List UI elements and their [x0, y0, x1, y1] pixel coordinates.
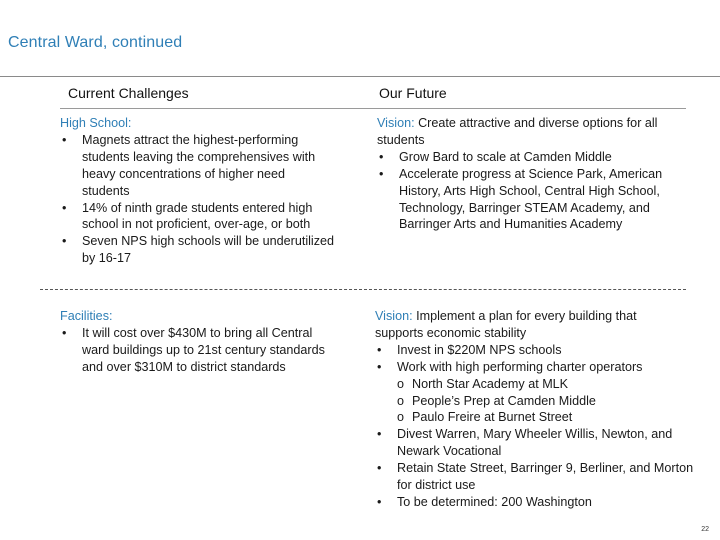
list-item	[375, 460, 697, 494]
facilities-section	[60, 308, 328, 376]
bullet-glyph: •	[62, 325, 67, 340]
bullet-glyph: •	[379, 149, 384, 164]
vision-section-1	[377, 115, 677, 233]
high-school-label: High School:	[60, 116, 132, 130]
bullet-glyph: •	[377, 342, 382, 357]
page-title: Central Ward, continued	[8, 34, 183, 51]
bullet-glyph: •	[62, 234, 67, 249]
header-divider	[60, 108, 686, 109]
facilities-bullet: It will cost over $430M to bring all Central ward buildings up to 21st century standards and over $310M to district standards	[82, 325, 325, 374]
our-future-header: Our Future	[379, 85, 447, 101]
vision-2-bullet: Divest Warren, Mary Wheeler Willis, Newton, and Newark Vocational	[397, 427, 673, 459]
vision-2-bullet: Invest in $220M NPS schools	[397, 342, 562, 357]
section-divider	[40, 289, 686, 290]
vision-1-statement	[377, 115, 677, 149]
vision-2-label: Vision:	[375, 309, 413, 323]
vision-1-label: Vision:	[377, 116, 415, 130]
list-item	[377, 149, 677, 166]
vision-2-text: Implement a plan for every building that supports economic stability	[375, 309, 637, 340]
bullet-glyph: •	[377, 427, 382, 442]
high-school-bullet: 14% of ninth grade students entered high school in not proficient, over-age, or both	[82, 200, 313, 232]
vision-2-statement	[375, 308, 675, 342]
list-item	[375, 393, 711, 410]
vision-section-2	[375, 308, 711, 511]
list-item	[375, 426, 711, 460]
title-divider	[0, 76, 720, 77]
vision-1-bullet: Grow Bard to scale at Camden Middle	[399, 149, 612, 164]
vision-1-text: Create attractive and diverse options for all students	[377, 116, 658, 147]
high-school-section	[60, 115, 335, 267]
facilities-label: Facilities:	[60, 309, 113, 323]
charter-operator: North Star Academy at MLK	[412, 376, 569, 391]
high-school-bullet: Seven NPS high schools will be underutilized by 16-17	[82, 234, 335, 266]
list-item	[60, 233, 335, 267]
sub-bullet-glyph: o	[397, 410, 405, 425]
bullet-glyph: •	[62, 132, 67, 147]
bullet-glyph: •	[377, 359, 382, 374]
list-item	[60, 132, 335, 200]
sub-bullet-glyph: o	[397, 376, 405, 391]
charter-operator: Paulo Freire at Burnet Street	[412, 410, 573, 425]
bullet-glyph: •	[62, 200, 67, 215]
list-item	[60, 325, 328, 376]
vision-2-bullet: Work with high performing charter operators	[397, 359, 643, 374]
list-item	[377, 166, 677, 234]
list-item	[375, 409, 711, 426]
list-item	[375, 342, 711, 359]
vision-2-bullet: Retain State Street, Barringer 9, Berliner, and Morton for district use	[397, 461, 694, 493]
bullet-glyph: •	[377, 494, 382, 509]
list-item	[375, 494, 711, 511]
bullet-glyph: •	[377, 461, 382, 476]
list-item	[60, 200, 335, 234]
page-number: 22	[701, 526, 709, 533]
vision-1-bullet: Accelerate progress at Science Park, American History, Arts High School, Central High School, Technology, Barringer STEAM Academy, and Barringer Arts and Humanities Academy	[399, 166, 663, 232]
list-item	[375, 359, 711, 376]
bullet-glyph: •	[379, 166, 384, 181]
current-challenges-header: Current Challenges	[68, 85, 189, 101]
high-school-bullet: Magnets attract the highest-performing students leaving the comprehensives with heavy concentrations of higher need students	[82, 132, 316, 198]
vision-2-bullet: To be determined: 200 Washington	[397, 494, 592, 509]
sub-bullet-glyph: o	[397, 393, 405, 408]
charter-operator: People’s Prep at Camden Middle	[412, 393, 596, 408]
list-item	[375, 376, 711, 393]
